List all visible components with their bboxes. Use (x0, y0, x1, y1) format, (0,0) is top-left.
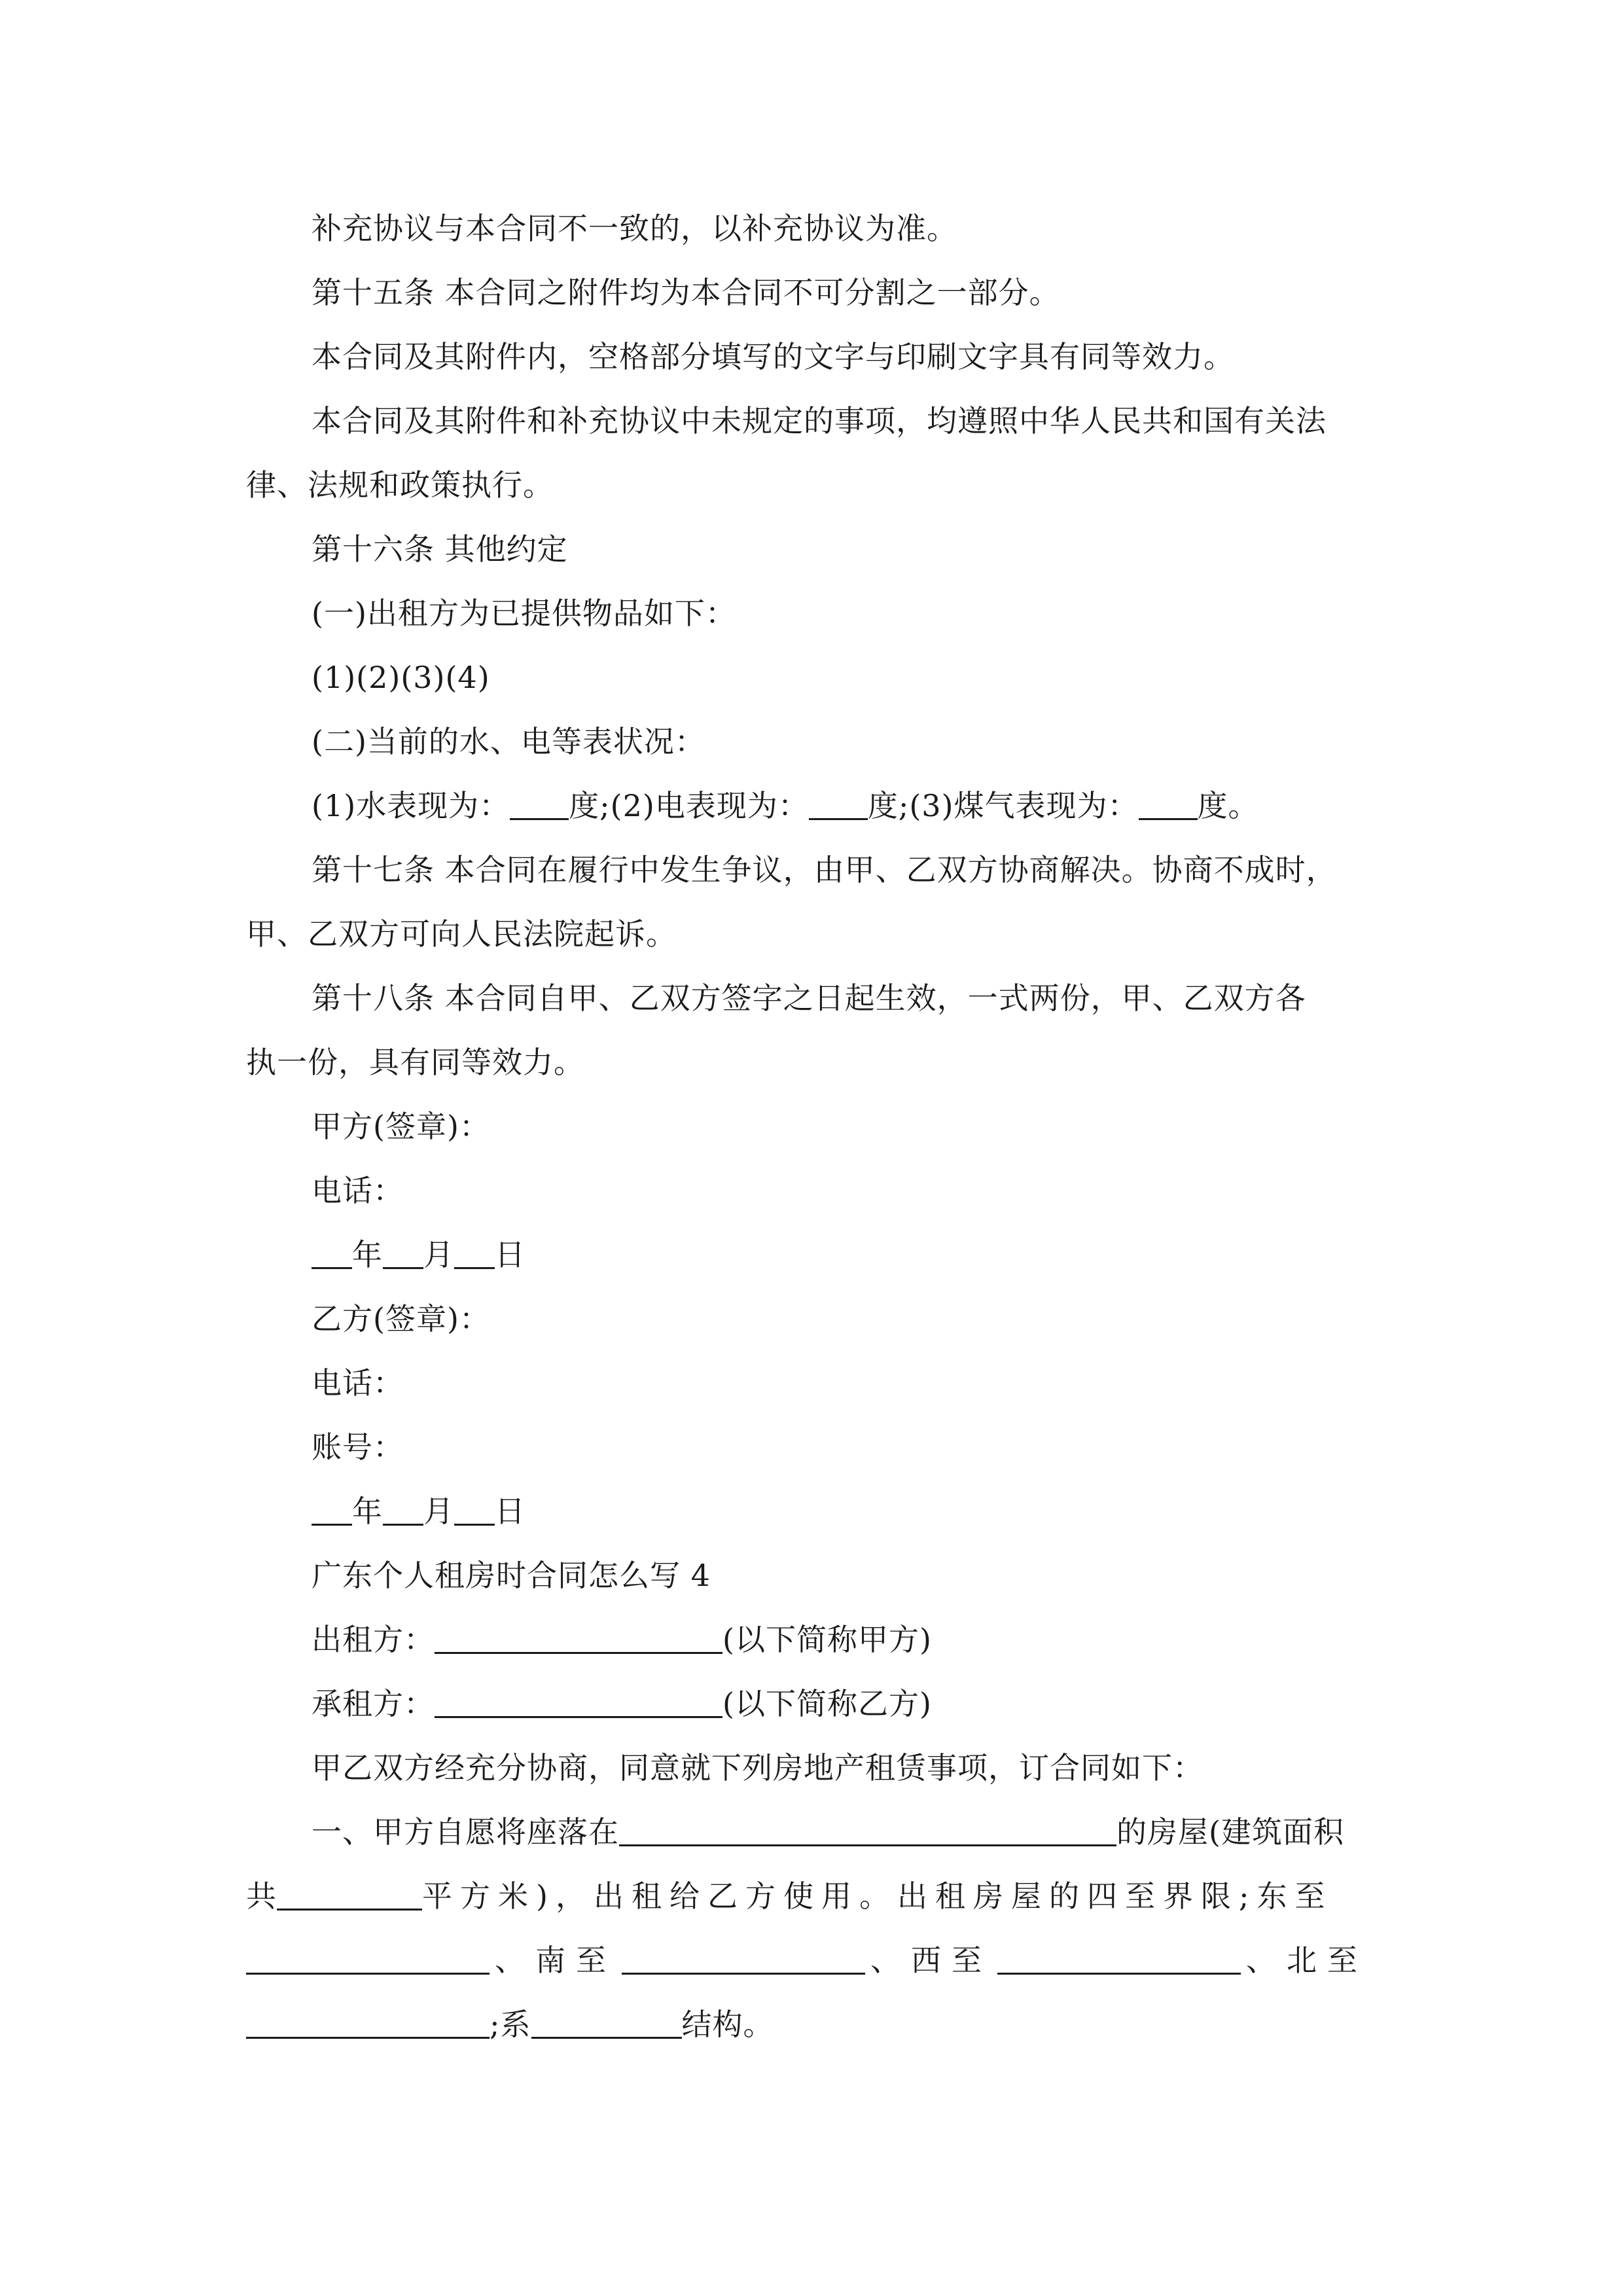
lessee-label: 承租方： (312, 1686, 435, 1721)
clause-1-text: 平方米)，出租给乙方使用。出租房屋的四至界限;东至 (422, 1878, 1333, 1914)
party-b-phone: 电话： (312, 1365, 404, 1401)
blank-field (312, 1237, 352, 1269)
paragraph: 本合同及其附件和补充协议中未规定的事项，均遵照中华人民共和国有关法 (312, 403, 1327, 439)
blank-field (246, 1943, 490, 1975)
document-page (246, 196, 1378, 2056)
meter-electric-label: 度;(2)电表现为： (569, 788, 809, 823)
meter-readings (246, 774, 1378, 838)
paragraph: 本合同及其附件内，空格部分填写的文字与印刷文字具有同等效力。 (312, 339, 1234, 374)
blank-field (383, 1494, 423, 1526)
blank-field (1139, 788, 1198, 820)
party-b-account: 账号： (312, 1429, 404, 1465)
blank-field (809, 788, 868, 820)
paragraph-continuation: 甲、乙双方可向人民法院起诉。 (246, 916, 677, 952)
blank-field (383, 1237, 423, 1269)
party-b-date (246, 1479, 1378, 1543)
date-month-label: 月 (423, 1494, 454, 1529)
blank-field (531, 2007, 682, 2039)
clause-1-text: 共 (246, 1878, 277, 1914)
clause-1-boundaries (246, 1928, 1378, 1992)
meter-unit-label: 度。 (1197, 788, 1259, 823)
party-b-signature: 乙方(签章)： (312, 1301, 490, 1336)
party-a-phone: 电话： (312, 1173, 404, 1208)
clause-1-text: 的房屋(建筑面积 (1116, 1814, 1344, 1850)
blank-field (454, 1494, 495, 1526)
blank-field (246, 2007, 490, 2039)
lessee-note: (以下简称乙方) (722, 1686, 932, 1721)
clause-1-continuation (246, 1864, 1378, 1928)
paragraph: (一)出租方为已提供物品如下： (312, 596, 736, 631)
structure-suffix: 结构。 (681, 2007, 774, 2042)
blank-field (277, 1878, 422, 1910)
date-day-label: 日 (495, 1237, 526, 1272)
blank-field (622, 1943, 865, 1975)
meter-water-label: (1)水表现为： (312, 788, 510, 823)
blank-field (997, 1943, 1241, 1975)
article-15: 第十五条 本合同之附件均为本合同不可分割之一部分。 (312, 275, 1060, 310)
blank-field (435, 1622, 722, 1654)
south-label: 、南至 (495, 1943, 616, 1978)
structure-label: ;系 (490, 2007, 531, 2042)
clause-1-structure (246, 1992, 1378, 2056)
blank-field (619, 1814, 1116, 1846)
clause-1-text: 一、甲方自愿将座落在 (312, 1814, 619, 1850)
lessor-line (246, 1607, 1378, 1672)
lessor-label: 出租方： (312, 1622, 435, 1657)
blank-field (510, 788, 569, 820)
party-a-date (246, 1223, 1378, 1287)
west-label: 、西至 (870, 1943, 992, 1978)
paragraph: 补充协议与本合同不一致的，以补充协议为准。 (312, 211, 957, 246)
paragraph: (1)(2)(3)(4) (312, 660, 490, 695)
party-a-signature: 甲方(签章)： (312, 1109, 490, 1144)
blank-field (312, 1494, 352, 1526)
blank-field (454, 1237, 495, 1269)
meter-gas-label: 度;(3)煤气表现为： (867, 788, 1139, 823)
paragraph: 甲乙双方经充分协商，同意就下列房地产租赁事项，订合同如下： (312, 1750, 1204, 1785)
clause-1 (246, 1800, 1378, 1864)
lessee-line (246, 1672, 1378, 1736)
paragraph: (二)当前的水、电等表状况： (312, 724, 705, 759)
article-17: 第十七条 本合同在履行中发生争议，由甲、乙双方协商解决。协商不成时， (312, 852, 1337, 888)
article-16: 第十六条 其他约定 (312, 531, 568, 567)
date-month-label: 月 (423, 1237, 454, 1272)
lessor-note: (以下简称甲方) (722, 1622, 932, 1657)
article-18: 第十八条 本合同自甲、乙双方签字之日起生效，一式两份，甲、乙双方各 (312, 980, 1306, 1016)
paragraph-continuation: 律、法规和政策执行。 (246, 467, 554, 503)
paragraph-continuation: 执一份，具有同等效力。 (246, 1045, 584, 1080)
section-title: 广东个人租房时合同怎么写 4 (312, 1558, 711, 1593)
north-label: 、北至 (1246, 1943, 1368, 1978)
date-day-label: 日 (495, 1494, 526, 1529)
date-year-label: 年 (352, 1494, 383, 1529)
blank-field (435, 1686, 722, 1718)
date-year-label: 年 (352, 1237, 383, 1272)
